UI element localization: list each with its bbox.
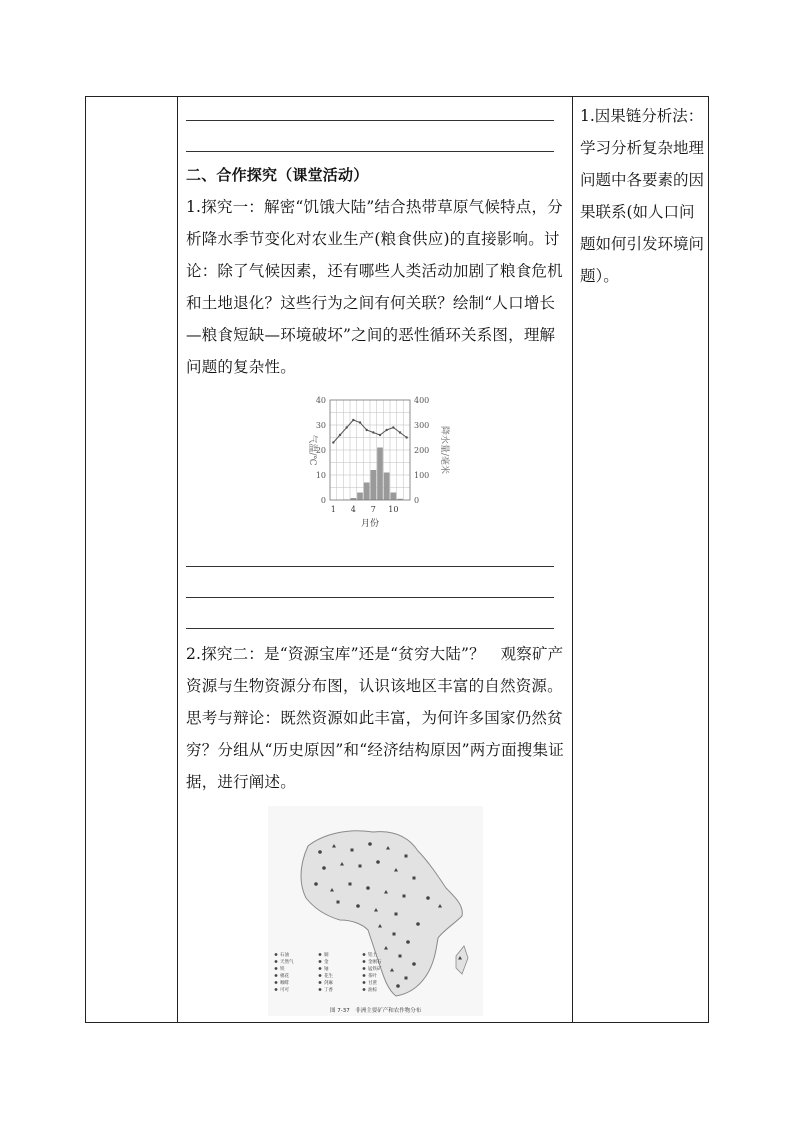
y-right-tick-label: 400 <box>414 396 430 405</box>
table-border-bottom <box>85 1022 709 1023</box>
resource-symbol <box>426 896 430 900</box>
answer-line <box>186 566 554 567</box>
oil-derrick-icon <box>275 953 278 956</box>
resource-symbol <box>359 865 362 868</box>
table-divider-2 <box>572 96 573 1023</box>
resource-symbol <box>314 882 318 886</box>
climate-chart <box>290 392 470 532</box>
resource-symbol <box>318 850 322 854</box>
resource-symbol <box>403 895 406 898</box>
table-border-right <box>708 96 709 1023</box>
y-right-tick-label: 100 <box>414 471 430 480</box>
oil-palm-icon <box>363 988 366 991</box>
temperature-point <box>405 436 407 438</box>
legend-label: 丁香 <box>324 988 333 993</box>
resource-symbol <box>337 901 340 904</box>
legend-label: 石油 <box>280 953 289 958</box>
legend-label: 棉花 <box>280 974 289 979</box>
inquiry-2-text: 2.探究二：是“资源宝库”还是“贫穷大陆”？ 观察矿产资源与生物资源分布图，认识该地区丰富的自然资源。思考与辩论：既然资源如此丰富，为何许多国家仍然贫穷？分组从“历史原因”和“经济结构原因”两方面搜集证据，进行阐述。 <box>186 645 564 791</box>
precipitation-bar <box>384 473 390 501</box>
temperature-point <box>365 429 367 431</box>
temperature-point <box>399 431 401 433</box>
table-divider-1 <box>177 96 178 1023</box>
temperature-point <box>379 434 381 436</box>
resource-symbol <box>416 922 420 926</box>
precipitation-bar <box>371 470 377 500</box>
legend-label: 铝土 <box>368 953 377 958</box>
temperature-point <box>372 431 374 433</box>
tea-icon <box>363 974 366 977</box>
legend-label: 金刚石 <box>368 960 382 965</box>
resource-symbol <box>405 855 408 858</box>
y-left-tick-label: 30 <box>315 421 326 430</box>
x-tick-label: 10 <box>388 505 399 514</box>
resource-symbol <box>351 849 354 852</box>
resource-symbol <box>413 877 416 880</box>
y-left-tick-label: 40 <box>315 396 326 405</box>
temperature-point <box>385 429 387 431</box>
precipitation-bar <box>377 448 383 501</box>
answer-line <box>186 597 554 598</box>
precipitation-bar <box>391 493 397 501</box>
resource-symbol <box>322 866 326 870</box>
cotton-icon <box>275 974 278 977</box>
y-right-tick-label: 200 <box>414 446 430 455</box>
coffee-icon <box>275 981 278 984</box>
answer-line <box>186 120 554 121</box>
answer-line <box>186 151 554 152</box>
iron-icon <box>275 967 278 970</box>
answer-line <box>186 628 554 629</box>
y-right-tick-label: 300 <box>414 421 430 430</box>
legend-label: 油棕 <box>368 988 377 993</box>
legend-label: 甘蔗 <box>368 981 377 986</box>
y-right-tick-label: 0 <box>414 496 420 505</box>
legend-label: 可可 <box>280 988 289 993</box>
y-left-tick-label: 20 <box>315 446 326 455</box>
resource-symbol <box>393 933 396 936</box>
x-tick-label: 4 <box>350 505 356 514</box>
resource-symbol <box>356 904 360 908</box>
copper-icon <box>319 953 322 956</box>
temperature-point <box>359 421 361 423</box>
africa-resource-map <box>268 806 483 1016</box>
precipitation-bar <box>364 483 370 501</box>
method-note: 1.因果链分析法：学习分析复杂地理问题中各要素的因果联系(如人口问题如何引发环境问题）。 <box>580 107 705 285</box>
legend-label: 金 <box>324 960 329 965</box>
legend-label: 花生 <box>324 974 333 979</box>
resource-symbol <box>399 955 402 958</box>
resource-symbol <box>368 842 372 846</box>
sisal-icon <box>319 981 322 984</box>
legend-label: 铀 <box>324 967 329 972</box>
resource-symbol <box>395 913 398 916</box>
x-tick-label: 7 <box>370 505 376 514</box>
precipitation-bars <box>344 448 403 501</box>
temperature-point <box>345 426 347 428</box>
sugarcane-icon <box>363 981 366 984</box>
y-right-axis-label: 降水量/毫米 <box>439 425 449 475</box>
legend-label: 天然气 <box>280 960 294 965</box>
gold-icon <box>319 960 322 963</box>
legend-label: 铁 <box>280 967 285 972</box>
temperature-point <box>339 434 341 436</box>
resource-symbol <box>406 940 410 944</box>
table-border-top <box>85 96 709 97</box>
temperature-point <box>352 419 354 421</box>
legend-label: 茶叶 <box>368 974 377 979</box>
legend-label: 咖啡 <box>280 981 289 986</box>
resource-symbol <box>396 984 400 988</box>
temperature-point <box>392 426 394 428</box>
uranium-icon <box>319 967 322 970</box>
gas-icon <box>275 960 278 963</box>
cocoa-icon <box>275 988 278 991</box>
y-left-axis-label: 气温/℃ <box>307 434 317 466</box>
bauxite-icon <box>363 953 366 956</box>
x-tick-label: 1 <box>330 505 336 514</box>
chart-grid <box>330 400 410 500</box>
x-axis-label: 月份 <box>360 519 380 529</box>
y-left-tick-label: 0 <box>320 496 326 505</box>
peanut-icon <box>319 974 322 977</box>
resource-symbol <box>349 883 352 886</box>
legend-label: 锰铁矿 <box>368 967 382 972</box>
map-caption: 图 7-37 非洲主要矿产和农作物分布 <box>330 1008 422 1014</box>
clove-icon <box>319 988 322 991</box>
resource-symbol <box>412 962 416 966</box>
legend-label: 铜 <box>324 953 329 958</box>
resource-symbol <box>405 977 408 980</box>
diamond-icon <box>363 960 366 963</box>
table-border-left <box>85 96 86 1023</box>
temperature-point <box>332 441 334 443</box>
section-heading: 二、合作探究（课堂活动） <box>186 166 369 184</box>
resource-symbol <box>376 860 380 864</box>
resource-symbol <box>366 886 370 890</box>
legend-label: 剑麻 <box>324 981 333 986</box>
y-left-tick-label: 10 <box>315 471 326 480</box>
manganese-icon <box>363 967 366 970</box>
precipitation-bar <box>357 493 363 501</box>
inquiry-1-text: 1.探究一：解密“饥饿大陆”结合热带草原气候特点，分析降水季节变化对农业生产(粮食供应)的直接影响。讨论：除了气候因素，还有哪些人类活动加剧了粮食危机和土地退化？这些行为之间有何关联？绘制“人口增长—粮食短缺—环境破坏”之间的恶性循环关系图，理解问题的复杂性。 <box>186 198 563 376</box>
